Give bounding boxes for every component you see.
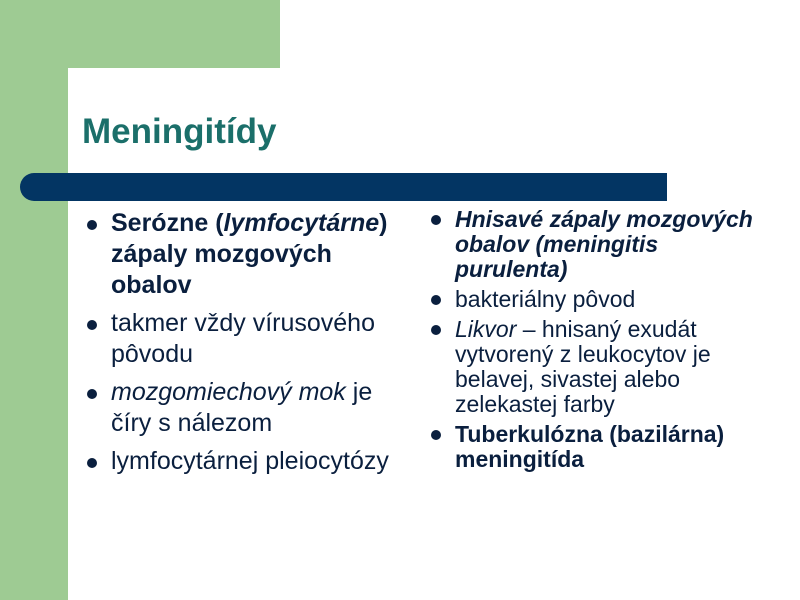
item-text: mozgomiechový mok je číry s nálezom [111,378,373,437]
item-text: bakteriálny pôvod [455,286,636,312]
list-item [84,446,394,477]
item-text: lymfocytárnej pleiocytózy [111,447,389,475]
item-text: takmer vždy vírusového pôvodu [111,309,375,368]
title-underline-bar [20,173,667,201]
item-text: Tuberkulózna (bazilárna) meningitída [455,421,725,472]
list-item [428,422,758,472]
left-decor-band [0,0,68,600]
list-item [428,207,758,282]
left-bullet-list [84,208,394,484]
item-text: Serózne (lymfocytárne) zápaly mozgových obalov [111,209,388,299]
item-text: Likvor – hnisaný exudát vytvorený z leukocytov je belavej, sivastej alebo zelekastej farby [455,316,711,417]
list-item [84,208,394,301]
top-decor-band [0,0,280,68]
list-item [84,377,394,439]
bullet-icon [431,430,441,440]
bullet-icon [431,325,441,335]
bullet-icon [87,220,97,230]
bullet-icon [87,458,97,468]
right-bullet-list [428,207,758,477]
list-item [428,317,758,417]
bullet-icon [87,320,97,330]
list-item [84,308,394,370]
item-text: Hnisavé zápaly mozgových obalov (meningitis purulenta) [455,206,753,282]
slide-title: Meningitídy [82,112,277,151]
list-item [428,287,758,312]
bullet-icon [431,215,441,225]
bullet-icon [87,389,97,399]
bullet-icon [431,295,441,305]
